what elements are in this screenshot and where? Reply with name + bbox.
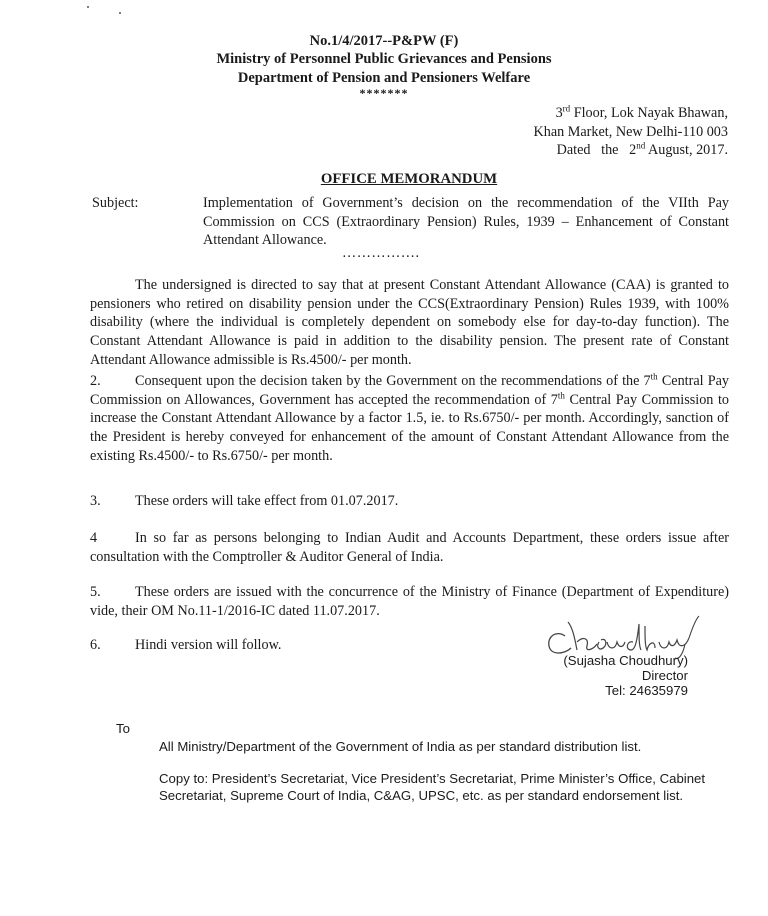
- to-label: To: [116, 721, 130, 736]
- to-recipients: All Ministry/Department of the Government of India as per standard distribution list.: [159, 739, 642, 754]
- memo-title: OFFICE MEMORANDUM: [320, 171, 498, 187]
- subject-separator: …………….: [342, 245, 420, 261]
- address-line-2: Khan Market, New Delhi-110 003: [533, 123, 728, 140]
- subject-text: Implementation of Government’s decision on the recommendation of the VIIth Pay Commission on CCS (Extraordinary Pension) Rules, 1939 – Enhancement of Constant Attendant Allowance.: [203, 195, 729, 249]
- copy-to-list: Copy to: President’s Secretariat, Vice President’s Secretariat, Prime Minister’s Office, Cabinet Secretariat, Supreme Court of India, C&AG, UPSC, etc. as per standard endorsement list.: [159, 771, 706, 804]
- paragraph-6: 6. Hindi version will follow.: [90, 637, 282, 653]
- ministry-name: Ministry of Personnel Public Grievances and Pensions: [216, 51, 552, 68]
- paragraph-4: 4 In so far as persons belonging to Indian Audit and Accounts Department, these orders issue after consultation with the Comptroller & Auditor General of India.: [90, 530, 729, 565]
- date-line: Dated the 2nd August, 2017.: [556, 140, 728, 159]
- scan-speck: [119, 12, 121, 14]
- paragraph-3: 3. These orders will take effect from 01.07.2017.: [90, 493, 399, 509]
- signatory-telephone: Tel: 24635979: [605, 683, 688, 698]
- letterhead: [150, 32, 618, 99]
- address-line-1: 3rd Floor, Lok Nayak Bhawan,: [555, 103, 728, 121]
- paragraph-5: 5. These orders are issued with the concurrence of the Ministry of Finance (Department of Expenditure) vide, their OM No.11-1/2016-IC dated 11.07.2017.: [90, 584, 729, 619]
- paragraph-2: 2. Consequent upon the decision taken by the Government on the recommendations of the 7th Central Pay Commission on Allowances, Government has accepted the recommendation of 7th Central Pay Commission to increase the Constant Attendant Allowance by a factor 1.5, ie. to Rs.6750/- per month. Accordingly, sanction of the President is hereby conveyed for enhancement of the amount of Constant Attendant Allowance from the existing Rs.4500/- to Rs.6750/- per month.: [90, 371, 730, 464]
- signatory-name: (Sujasha Choudhury): [563, 653, 688, 668]
- reference-number: No.1/4/2017--P&PW (F): [309, 33, 459, 49]
- subject-label: Subject:: [92, 195, 139, 211]
- signatory-designation: Director: [641, 668, 688, 683]
- separator-stars: *******: [359, 86, 409, 101]
- paragraph-1: The undersigned is directed to say that at present Constant Attendant Allowance (CAA) is granted to pensioners who retired on disability pension under the CCS(Extraordinary Pension) Rules 1939, with 100% disability (where the individual is completely dependent on somebody else for day-to-day function). The Constant Attendant Allowance is paid in addition to the disability pension. The present rate of Constant Attendant Allowance admissible is Rs.4500/- per month.: [90, 277, 729, 368]
- address-block: [470, 104, 728, 160]
- department-name: Department of Pension and Pensioners Welfare: [237, 69, 531, 86]
- scan-speck: [87, 6, 89, 8]
